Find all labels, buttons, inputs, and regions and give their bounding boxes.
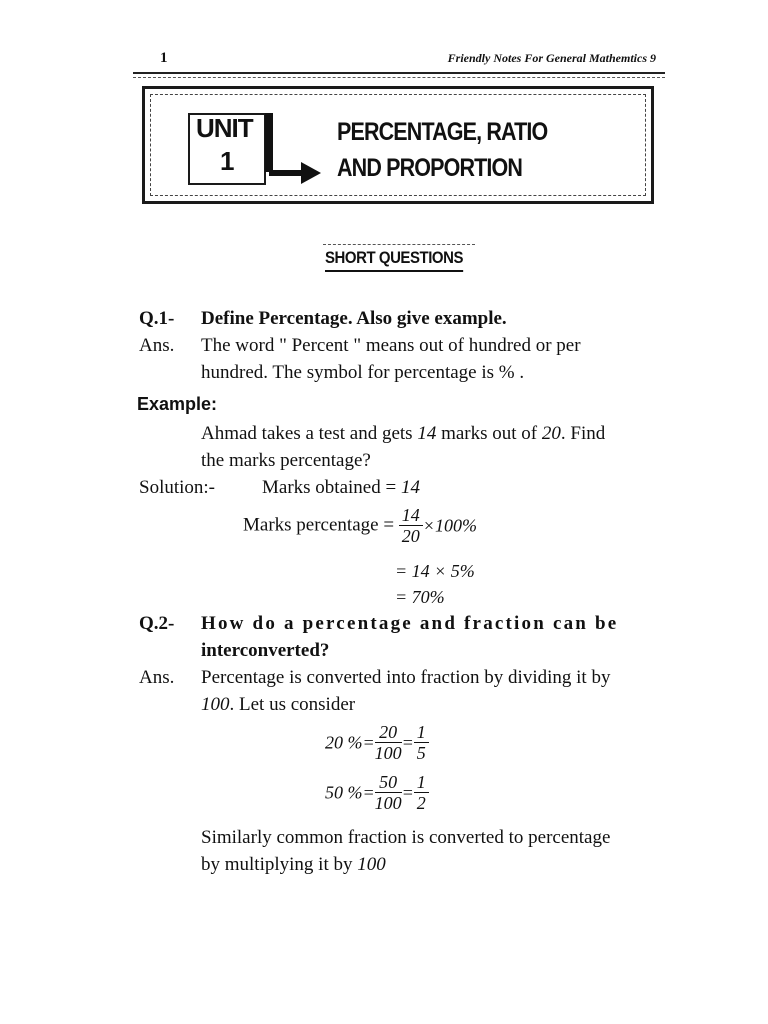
solution-step3: = 70% [395, 587, 445, 607]
divisor-value: 100 [201, 694, 230, 715]
eq1-fraction [375, 722, 402, 763]
example-text-a: Ahmad takes a test and gets [201, 423, 418, 444]
eq2-result-numerator: 1 [414, 772, 429, 793]
arrow-right-icon [265, 160, 325, 190]
q1-answer-line1: The word " Percent " means out of hundred or per [201, 335, 581, 356]
q1-ans-label: Ans. [139, 335, 175, 356]
unit-label: UNIT [196, 113, 253, 143]
unit-title [337, 114, 547, 186]
equation-20-percent [325, 722, 429, 763]
eq2-result-fraction [414, 772, 429, 813]
example-line1 [201, 421, 605, 447]
eq2-fraction [375, 772, 402, 813]
q2-ans-label: Ans. [139, 667, 175, 688]
eq1-result-fraction [414, 722, 429, 763]
q2-conclusion-line2 [201, 852, 386, 878]
eq2-lhs: 50 %= [325, 782, 375, 803]
eq1-denominator: 100 [374, 743, 402, 763]
marks-percentage-line [243, 505, 477, 546]
unit-number: 1 [220, 146, 235, 176]
solution-step2: = 14 × 5% [395, 561, 475, 581]
eq2-numerator: 50 [375, 772, 402, 793]
eq1-result-denominator: 5 [416, 743, 426, 763]
q2-conclusion-line1: Similarly common fraction is converted to percentage [201, 827, 611, 848]
q2-answer-line1: Percentage is converted into fraction by dividing it by [201, 667, 611, 688]
fraction-denominator: 20 [401, 526, 420, 546]
q1-question: Define Percentage. Also give example. [201, 308, 507, 329]
eq1-numerator: 20 [375, 722, 402, 743]
marks-obtained-value: 14 [400, 477, 420, 498]
eq1-lhs: 20 %= [325, 732, 375, 753]
header-rule-dashed [133, 77, 665, 78]
example-text-c: marks out of [436, 423, 542, 444]
marks-fraction [399, 505, 423, 546]
multiplier-value: 100 [357, 854, 386, 875]
eq1-equals: = [401, 732, 414, 753]
section-heading: SHORT QUESTIONS [325, 248, 463, 272]
marks-obtained-label: Marks obtained = [262, 477, 401, 498]
example-text-e: . Find [560, 423, 606, 444]
example-label: Example: [137, 394, 218, 414]
unit-title-line2: AND PROPORTION [337, 154, 523, 182]
equation-50-percent [325, 772, 429, 813]
q2-question-line1: How do a percentage and fraction can be [201, 613, 619, 634]
header-rule [133, 72, 665, 74]
solution-label: Solution:- [139, 477, 216, 498]
q1-label: Q.1- [139, 308, 175, 329]
eq2-result-denominator: 2 [416, 793, 426, 813]
unit-title-line1: PERCENTAGE, RATIO [337, 118, 548, 146]
book-title: Friendly Notes For General Mathemtics 9 [447, 51, 656, 65]
eq2-denominator: 100 [374, 793, 402, 813]
marks-percentage-label: Marks percentage = [243, 514, 399, 536]
page-number: 1 [160, 50, 168, 66]
example-line2: the marks percentage? [201, 450, 371, 471]
example-marks-value: 14 [417, 423, 437, 444]
section-heading-top-rule [323, 244, 475, 245]
q2-label: Q.2- [139, 613, 175, 634]
eq2-equals: = [401, 782, 414, 803]
answer-line2-text: . Let us consider [229, 694, 356, 715]
fraction-multiplier: ×100% [422, 515, 477, 536]
q2-question-line2: interconverted? [201, 640, 330, 661]
eq1-result-numerator: 1 [414, 722, 429, 743]
q2-answer-line2 [201, 692, 355, 718]
fraction-numerator: 14 [399, 505, 423, 526]
conclusion-text: by multiplying it by [201, 854, 358, 875]
example-total-value: 20 [541, 423, 561, 444]
q1-answer-line2: hundred. The symbol for percentage is % . [201, 362, 525, 383]
marks-obtained-line [262, 475, 420, 501]
